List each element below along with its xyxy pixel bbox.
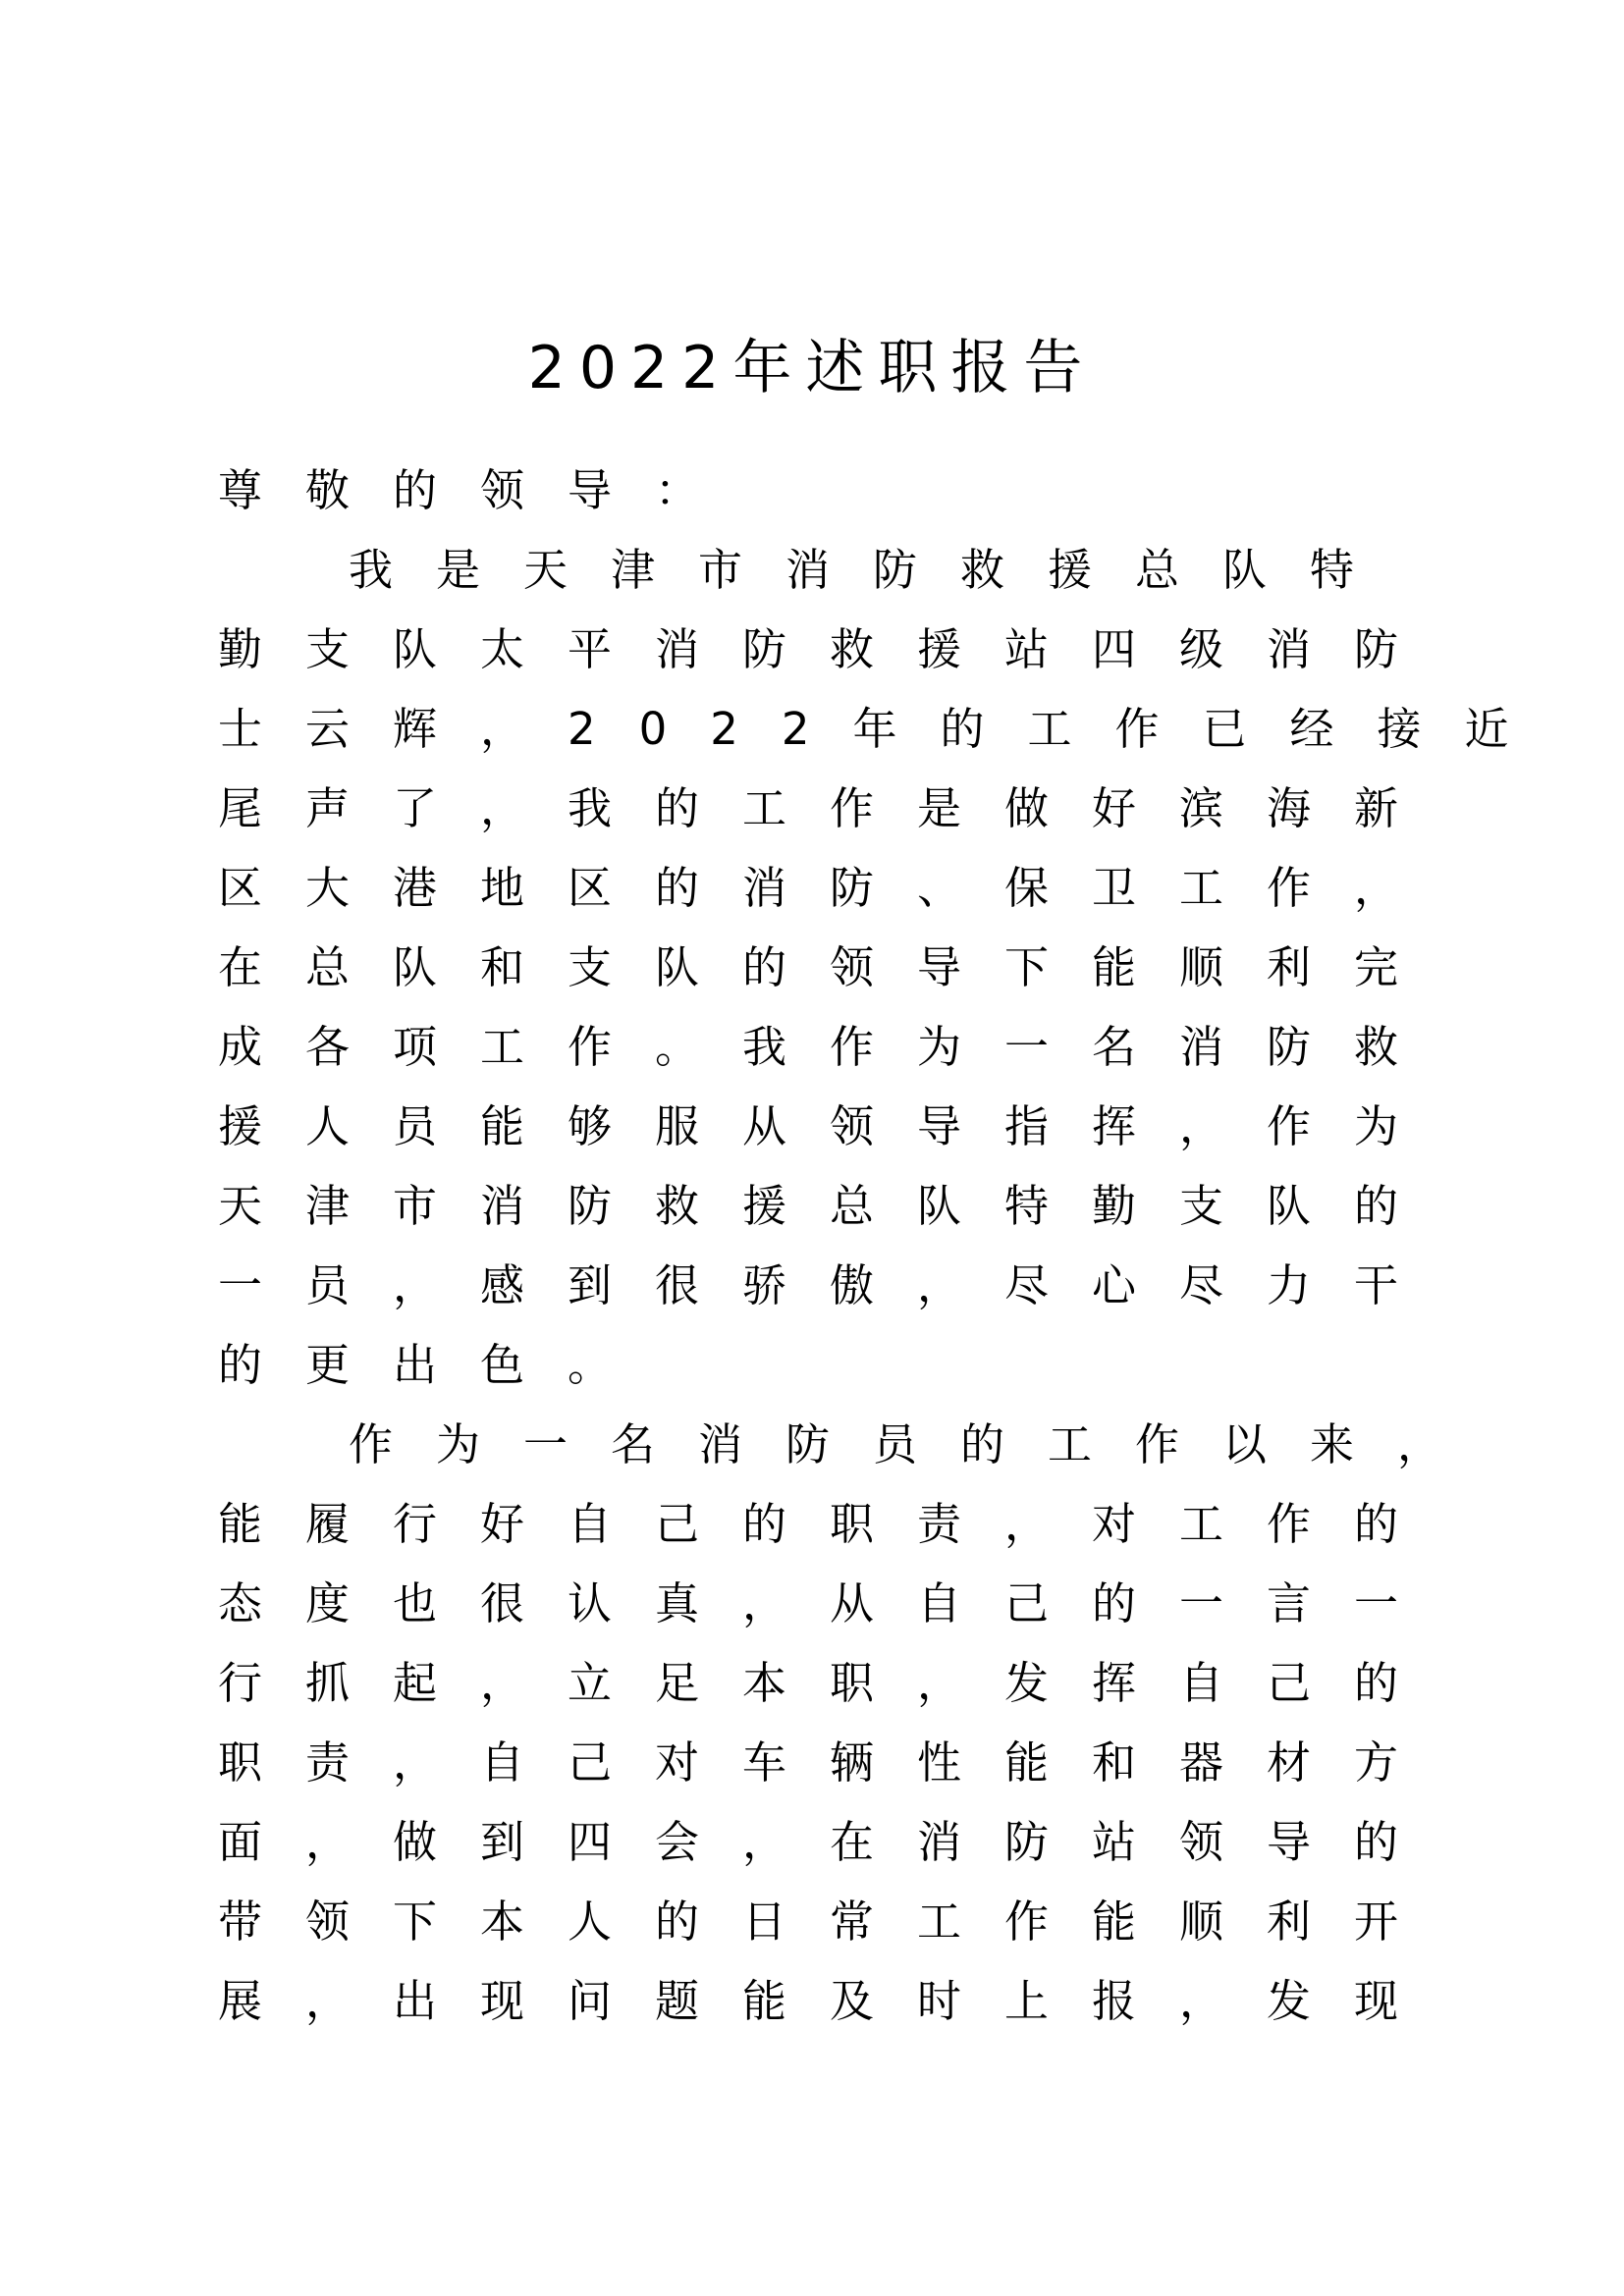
paragraph-line: 在总队和支队的领导下能顺利完 (218, 941, 1442, 993)
paragraph-line: 能履行好自己的职责，对工作的 (218, 1498, 1442, 1550)
paragraph-line: 展，出现问题能及时上报，发现 (218, 1975, 1442, 2027)
salutation: 尊敬的领导： (218, 464, 743, 516)
paragraph-line: 带领下本人的日常工作能顺利开 (218, 1896, 1442, 1948)
paragraph-line: 援人员能够服从领导指挥，作为 (218, 1100, 1442, 1152)
paragraph-line: 行抓起，立足本职，发挥自己的 (218, 1657, 1442, 1709)
paragraph-line: 成各项工作。我作为一名消防救 (218, 1021, 1442, 1073)
paragraph-line: 一员，感到很骄傲，尽心尽力干 (218, 1259, 1442, 1311)
paragraph-line: 职责，自己对车辆性能和器材方 (218, 1736, 1442, 1789)
paragraph-line: 区大港地区的消防、保卫工作， (218, 862, 1442, 914)
page-title: 2022年述职报告 (527, 334, 1097, 402)
paragraph-line: 天津市消防救援总队特勤支队的 (218, 1180, 1442, 1232)
paragraph-line: 勤支队太平消防救援站四级消防 (218, 623, 1442, 675)
paragraph-line: 作为一名消防员的工作以来， (349, 1418, 1486, 1470)
paragraph-line: 的更出色。 (218, 1339, 656, 1391)
body-text (218, 530, 1552, 2041)
paragraph-line: 我是天津市消防救援总队特 (349, 544, 1398, 596)
paragraph-line: 态度也很认真，从自己的一言一 (218, 1577, 1442, 1629)
paragraph-line: 士云辉，2022年的工作已经接近 (218, 703, 1552, 755)
paragraph-line: 面，做到四会，在消防站领导的 (218, 1816, 1442, 1868)
paragraph-line: 尾声了，我的工作是做好滨海新 (218, 782, 1442, 834)
